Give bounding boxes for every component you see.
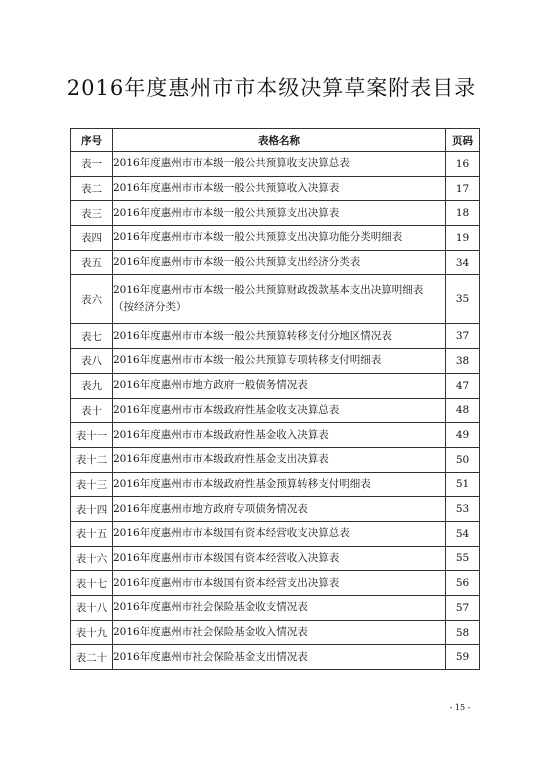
row-name xyxy=(113,571,446,596)
row-name-text: 2016年度惠州市社会保险基金收支情况表 xyxy=(113,601,308,614)
row-name xyxy=(113,423,446,448)
row-name-text: 2016年度惠州市市本级一般公共预算财政拨款基本支出决算明细表 （按经济分类） xyxy=(113,284,424,314)
row-name xyxy=(113,226,446,251)
row-page: 34 xyxy=(446,250,480,275)
row-name xyxy=(113,645,446,670)
row-name xyxy=(113,521,446,546)
row-name xyxy=(113,152,446,177)
row-name-text: 2016年度惠州市地方政府专项债务情况表 xyxy=(113,502,308,515)
toc-table xyxy=(70,128,480,670)
row-name-text: 2016年度惠州市市本级一般公共预算转移支付分地区情况表 xyxy=(113,329,392,342)
table-row xyxy=(71,620,480,645)
row-no: 表十一 xyxy=(71,423,113,448)
table-row xyxy=(71,226,480,251)
row-page: 38 xyxy=(446,349,480,374)
row-no: 表五 xyxy=(71,250,113,275)
row-page: 18 xyxy=(446,201,480,226)
row-name-text: 2016年度惠州市社会保险基金支出情况表 xyxy=(113,650,308,663)
row-no: 表十二 xyxy=(71,447,113,472)
row-page: 47 xyxy=(446,373,480,398)
row-name-text: 2016年度惠州市市本级国有资本经营支出决算表 xyxy=(113,576,340,589)
row-name xyxy=(113,349,446,374)
row-page: 16 xyxy=(446,152,480,177)
row-page: 17 xyxy=(446,176,480,201)
table-row xyxy=(71,423,480,448)
row-name xyxy=(113,398,446,423)
table-row xyxy=(71,349,480,374)
row-name-text: 2016年度惠州市市本级政府性基金收入决算表 xyxy=(113,428,329,441)
table-row xyxy=(71,398,480,423)
header-page: 页码 xyxy=(446,129,480,152)
table-row xyxy=(71,571,480,596)
row-name xyxy=(113,472,446,497)
row-no: 表九 xyxy=(71,373,113,398)
page-number: - 15 - xyxy=(449,703,471,712)
table-row xyxy=(71,645,480,670)
table-row xyxy=(71,152,480,177)
row-no: 表十九 xyxy=(71,620,113,645)
row-page: 58 xyxy=(446,620,480,645)
row-name xyxy=(113,201,446,226)
table-row xyxy=(71,521,480,546)
page-title: 2016年度惠州市市本级决算草案附表目录 xyxy=(66,76,477,100)
row-no: 表十七 xyxy=(71,571,113,596)
row-page: 56 xyxy=(446,571,480,596)
row-name xyxy=(113,620,446,645)
row-page: 49 xyxy=(446,423,480,448)
row-no: 表二十 xyxy=(71,645,113,670)
table-row xyxy=(71,596,480,621)
row-no: 表七 xyxy=(71,324,113,349)
row-no: 表一 xyxy=(71,152,113,177)
row-name-text: 2016年度惠州市市本级一般公共预算收支决算总表 xyxy=(113,157,350,170)
row-name-text: 2016年度惠州市市本级国有资本经营收入决算表 xyxy=(113,551,340,564)
row-name-text: 2016年度惠州市市本级一般公共预算支出决算功能分类明细表 xyxy=(113,231,403,244)
header-no: 序号 xyxy=(71,129,113,152)
row-name xyxy=(113,546,446,571)
row-page: 35 xyxy=(446,275,480,324)
row-no: 表十八 xyxy=(71,596,113,621)
row-name xyxy=(113,176,446,201)
table-row xyxy=(71,472,480,497)
table-row xyxy=(71,324,480,349)
row-page: 55 xyxy=(446,546,480,571)
row-name-text: 2016年度惠州市市本级政府性基金支出决算表 xyxy=(113,453,329,466)
row-name-text: 2016年度惠州市市本级政府性基金预算转移支付明细表 xyxy=(113,477,371,490)
table-header-row xyxy=(71,129,480,152)
row-page: 48 xyxy=(446,398,480,423)
row-no: 表六 xyxy=(71,275,113,324)
row-page: 19 xyxy=(446,226,480,251)
table-row xyxy=(71,373,480,398)
row-page: 37 xyxy=(446,324,480,349)
row-name xyxy=(113,373,446,398)
row-name xyxy=(113,250,446,275)
row-name xyxy=(113,275,446,324)
table-row xyxy=(71,546,480,571)
row-name-text: 2016年度惠州市市本级一般公共预算专项转移支付明细表 xyxy=(113,354,382,367)
row-name-text: 2016年度惠州市市本级一般公共预算收入决算表 xyxy=(113,182,340,195)
table-row xyxy=(71,176,480,201)
row-no: 表三 xyxy=(71,201,113,226)
row-page: 59 xyxy=(446,645,480,670)
row-name xyxy=(113,324,446,349)
row-no: 表十六 xyxy=(71,546,113,571)
row-page: 54 xyxy=(446,521,480,546)
row-no: 表十四 xyxy=(71,497,113,522)
row-name-text: 2016年度惠州市地方政府一般债务情况表 xyxy=(113,379,308,392)
row-no: 表八 xyxy=(71,349,113,374)
row-no: 表二 xyxy=(71,176,113,201)
row-page: 57 xyxy=(446,596,480,621)
row-no: 表十 xyxy=(71,398,113,423)
table-row xyxy=(71,497,480,522)
row-page: 51 xyxy=(446,472,480,497)
row-page: 53 xyxy=(446,497,480,522)
row-name-text: 2016年度惠州市市本级国有资本经营收支决算总表 xyxy=(113,527,350,540)
row-no: 表十五 xyxy=(71,521,113,546)
row-name-text: 2016年度惠州市市本级一般公共预算支出决算表 xyxy=(113,206,340,219)
row-name xyxy=(113,596,446,621)
header-name: 表格名称 xyxy=(113,129,446,152)
row-name xyxy=(113,447,446,472)
table-row xyxy=(71,447,480,472)
row-name-text: 2016年度惠州市市本级一般公共预算支出经济分类表 xyxy=(113,256,361,269)
row-no: 表四 xyxy=(71,226,113,251)
row-no: 表十三 xyxy=(71,472,113,497)
row-page: 50 xyxy=(446,447,480,472)
row-name-text: 2016年度惠州市市本级政府性基金收支决算总表 xyxy=(113,403,340,416)
row-name-text: 2016年度惠州市社会保险基金收入情况表 xyxy=(113,626,308,639)
table-row xyxy=(71,201,480,226)
table-row xyxy=(71,250,480,275)
table-row xyxy=(71,275,480,324)
row-name xyxy=(113,497,446,522)
